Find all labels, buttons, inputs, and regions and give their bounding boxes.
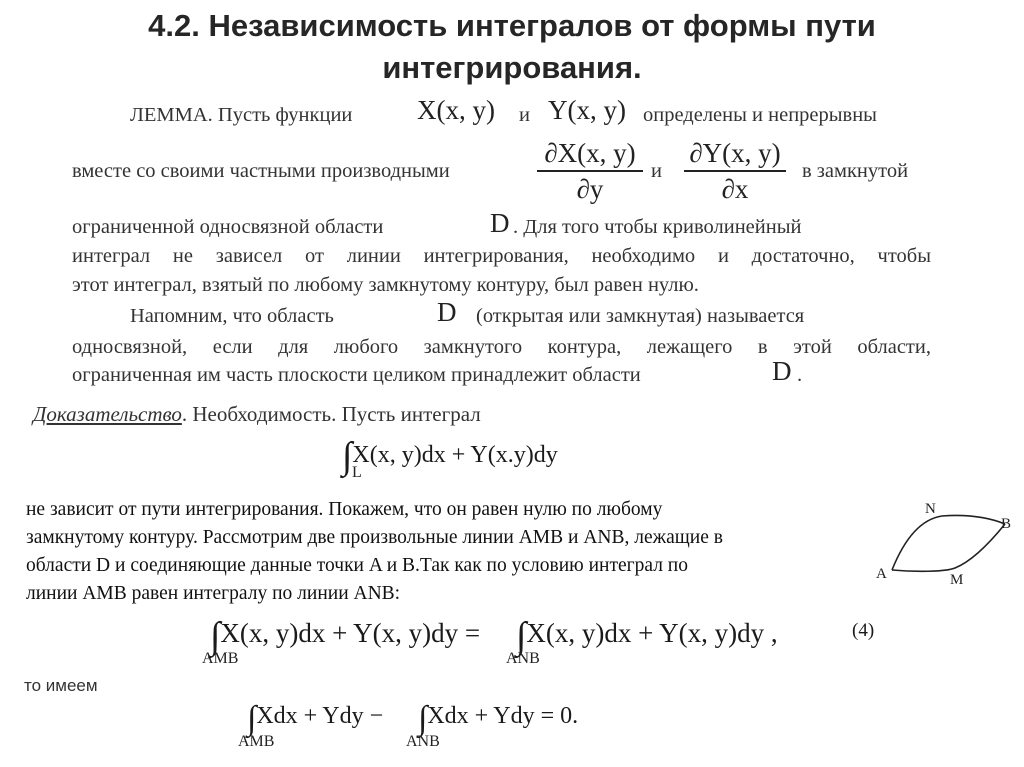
equation-4-lhs bbox=[210, 608, 481, 657]
body-line-3: области D и соединяющие данные точки A и B.Так как по условию интеграл по bbox=[26, 555, 688, 576]
equation-number: (4) bbox=[852, 620, 875, 641]
reminder-line-1-start: Напомним, что область bbox=[130, 305, 334, 327]
frac2-bar bbox=[684, 170, 786, 172]
label-n: N bbox=[925, 501, 936, 517]
lemma-line-2-end: в замкнутой bbox=[802, 160, 909, 182]
proof-integral bbox=[342, 428, 558, 477]
lemma-and-2: и bbox=[651, 160, 662, 182]
integral-sign-amb: ∫ bbox=[247, 700, 257, 737]
eq5-sub2: ANB bbox=[406, 733, 440, 750]
reminder-line-3-period: . bbox=[797, 364, 803, 386]
lemma-line-2-start: вместе со своими частными производными bbox=[72, 160, 450, 182]
reminder-line-1-end: (открытая или замкнутая) называется bbox=[476, 305, 805, 327]
equation-4-rhs bbox=[516, 608, 778, 657]
lemma-line-3-end: . Для того чтобы криволинейный bbox=[513, 216, 802, 238]
region-d-2: D bbox=[437, 297, 457, 327]
lemma-line-5: этот интеграл, взятый по любому замкнутому контуру, был равен нулю. bbox=[72, 274, 699, 296]
lemma-line-1 bbox=[130, 104, 352, 127]
lemma-line-3-start: ограниченной односвязной области bbox=[72, 216, 384, 238]
proof-word: Доказательство bbox=[33, 402, 182, 426]
eq5-sub1: AMB bbox=[238, 733, 275, 750]
frac2-numerator: ∂Y(x, y) bbox=[689, 138, 781, 168]
body-line-4: линии AMB равен интегралу по линии ANB: bbox=[26, 583, 401, 604]
then-we-have: то имеем bbox=[24, 676, 98, 695]
page-title: 4.2. Независимость интегралов от формы пути bbox=[148, 8, 876, 43]
region-d-3: D bbox=[772, 356, 792, 386]
proof-integral-sub: L bbox=[352, 464, 362, 481]
region-d: D bbox=[490, 208, 510, 238]
lemma-line-1-end: определены и непрерывны bbox=[643, 104, 877, 126]
integral-sign: ∫ bbox=[342, 435, 353, 477]
body-line-1: не зависит от пути интегрирования. Покажем, что он равен нулю по любому bbox=[26, 499, 663, 520]
function-x: X(x, y) bbox=[417, 95, 495, 125]
frac2-denominator: ∂x bbox=[721, 174, 749, 204]
integral-sign-lhs: ∫ bbox=[210, 615, 221, 657]
lemma-line-4: интеграл не зависел от линии интегрирования, необходимо и достаточно, чтобы bbox=[72, 245, 931, 267]
lemma-intro: ЛЕММА. Пусть функции bbox=[130, 104, 353, 126]
function-y: Y(x, y) bbox=[548, 95, 626, 125]
proof-rest: . Необходимость. Пусть интеграл bbox=[181, 402, 481, 426]
reminder-line-2: односвязной, если для любого замкнутого контура, лежащего в этой области, bbox=[72, 336, 931, 358]
label-m: M bbox=[950, 572, 964, 588]
partial-x-fraction bbox=[537, 138, 643, 204]
integral-sign-rhs: ∫ bbox=[516, 615, 527, 657]
reminder-line-3: ограниченная им часть плоскости целиком принадлежит области bbox=[72, 364, 641, 386]
body-line-2: замкнутому контуру. Рассмотрим две произвольные линии AMB и ANB, лежащие в bbox=[26, 527, 723, 548]
label-b: B bbox=[1001, 516, 1012, 532]
page-title-continued: интегрирования. bbox=[382, 50, 642, 85]
eq5-part2-text: Xdx + Ydy = 0. bbox=[427, 703, 579, 729]
path-amb bbox=[892, 524, 1005, 571]
integral-sign-anb: ∫ bbox=[418, 700, 428, 737]
eq4-rhs-sub: ANB bbox=[506, 650, 540, 667]
eq4-lhs-sub: AMB bbox=[202, 650, 239, 667]
contour-diagram bbox=[870, 500, 1020, 595]
proof-heading bbox=[33, 402, 481, 427]
partial-y-fraction bbox=[684, 138, 786, 204]
frac1-denominator: ∂y bbox=[576, 174, 604, 204]
frac1-bar bbox=[537, 170, 643, 172]
eq4-lhs-text: X(x, y)dx + Y(x, y)dy = bbox=[220, 618, 481, 648]
eq5-part1-text: Xdx + Ydy − bbox=[256, 703, 384, 729]
equation-5-part1 bbox=[247, 694, 384, 737]
eq4-rhs-text: X(x, y)dx + Y(x, y)dy , bbox=[526, 618, 778, 648]
label-a: A bbox=[876, 566, 887, 582]
lemma-and-1: и bbox=[519, 104, 530, 126]
frac1-numerator: ∂X(x, y) bbox=[544, 138, 636, 168]
proof-integral-expr: X(x, y)dx + Y(x.y)dy bbox=[352, 442, 558, 468]
equation-5-part2 bbox=[418, 694, 579, 737]
